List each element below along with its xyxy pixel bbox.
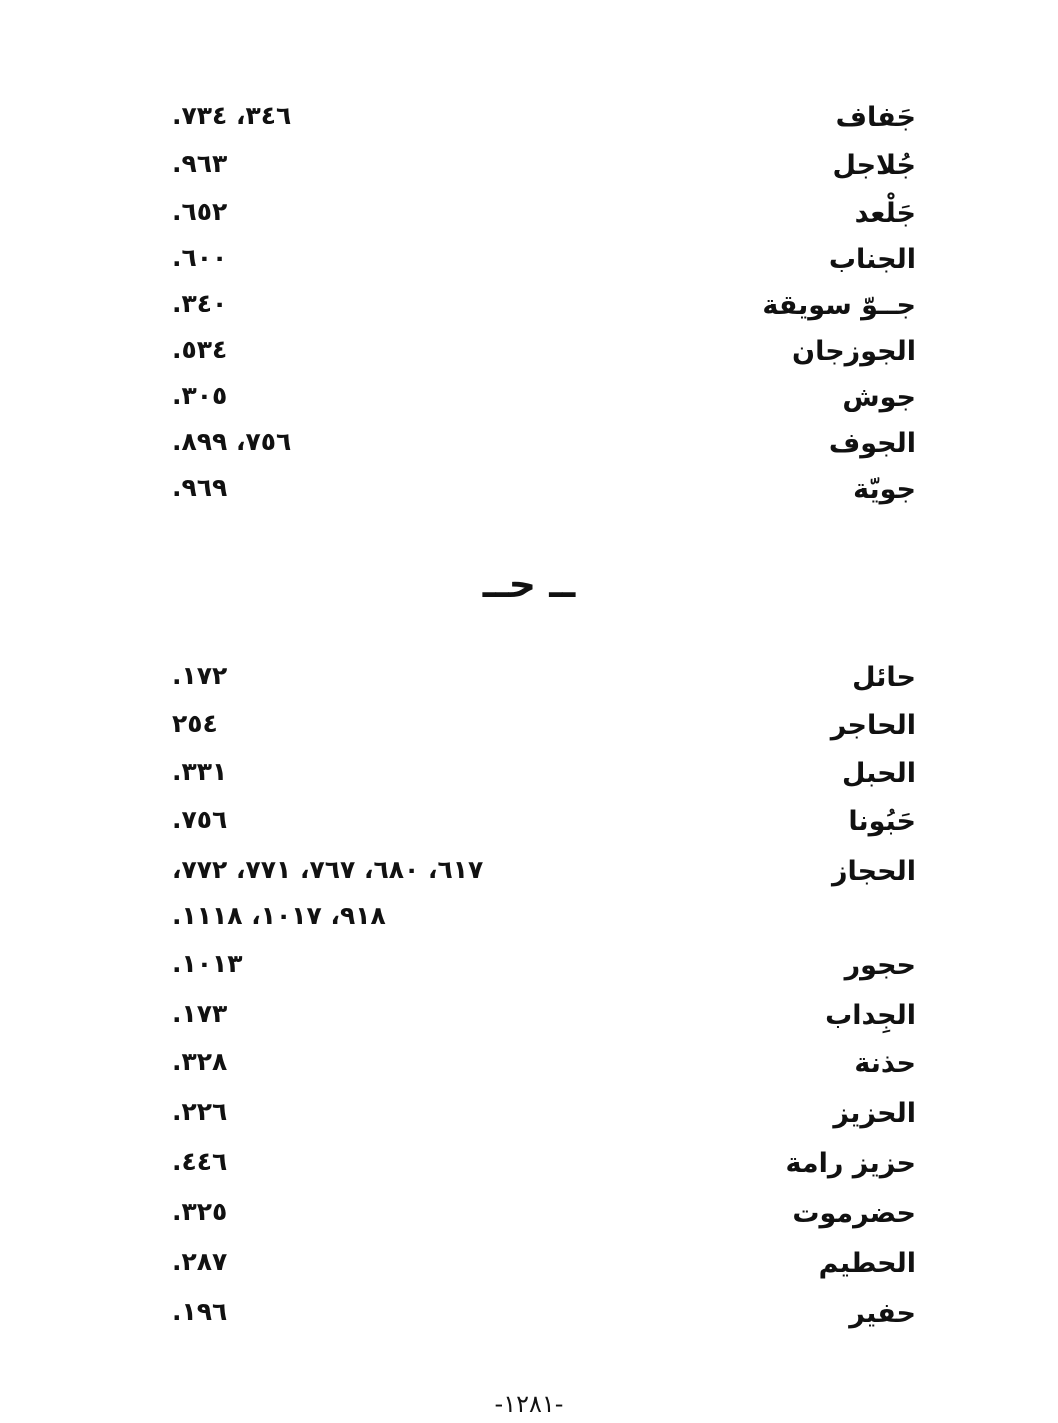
index-entry (0, 190, 1058, 238)
index-entry (0, 466, 1058, 514)
page-references: ١٠١٣. (172, 949, 243, 978)
place-name: الحبل (842, 758, 916, 789)
index-entry (0, 282, 1058, 330)
page-references: ٣٠٥. (172, 381, 228, 410)
index-entry (0, 94, 1058, 142)
place-name: الحجاز (832, 856, 916, 887)
page-references: ٢٨٧. (172, 1247, 228, 1276)
index-entry (0, 374, 1058, 422)
place-name: الحاجر (830, 710, 916, 741)
place-name: جوش (842, 382, 916, 413)
page-number: -١٢٨١- (494, 1390, 564, 1418)
place-name: الجوزجان (792, 336, 916, 367)
page-references: ٢٢٦. (172, 1097, 228, 1126)
page-references: ١٩٦. (172, 1297, 228, 1326)
page-references: ٣٤٦، ٧٣٤. (172, 101, 292, 130)
index-entry (0, 1040, 1058, 1088)
place-name: حجور (844, 950, 916, 981)
section-letter-header: ــ حــ (482, 562, 576, 606)
place-name: الحزيز (833, 1098, 916, 1129)
place-name: الجِداب (825, 1000, 916, 1031)
place-name: حضرموت (792, 1198, 916, 1229)
index-entry (0, 1090, 1058, 1138)
page-references: ١٧٢. (172, 661, 228, 690)
page-references: ٦٠٠. (172, 243, 228, 272)
page-references: ١٧٣. (172, 999, 228, 1028)
index-entry (0, 1140, 1058, 1188)
place-name: جُلاجل (832, 150, 916, 181)
page-references: ٦١٧، ٦٨٠، ٧٦٧، ٧٧١، ٧٧٢، (172, 855, 484, 884)
place-name: حزيز رامة (785, 1148, 916, 1179)
page-references: ٢٥٤ (172, 709, 218, 738)
place-name: الجناب (828, 244, 916, 275)
index-entry-continuation (0, 894, 1058, 942)
place-name: الحطيم (818, 1248, 916, 1279)
page-references: ٥٣٤. (172, 335, 228, 364)
place-name: الجوف (828, 428, 916, 459)
index-entry (0, 328, 1058, 376)
place-name: جويّة (853, 474, 916, 505)
page-references: ٩٦٣. (172, 149, 228, 178)
place-name: حفير (849, 1298, 916, 1329)
index-entry (0, 142, 1058, 190)
index-entry (0, 236, 1058, 284)
index-entry (0, 942, 1058, 990)
page-references: ٣٤٠. (172, 289, 228, 318)
page-references: ٩١٨، ١٠١٧، ١١١٨. (172, 901, 386, 930)
index-entry (0, 992, 1058, 1040)
place-name: حذنة (854, 1048, 916, 1079)
page-references: ٤٤٦. (172, 1147, 228, 1176)
index-entry (0, 1290, 1058, 1338)
page-references: ٦٥٢. (172, 197, 228, 226)
place-name: جَلْعد (854, 198, 916, 229)
index-entry (0, 702, 1058, 750)
index-entry (0, 798, 1058, 846)
index-entry (0, 1240, 1058, 1288)
page-references: ٣٢٥. (172, 1197, 228, 1226)
index-entry (0, 848, 1058, 896)
index-entry (0, 420, 1058, 468)
index-entry (0, 654, 1058, 702)
index-entry (0, 1190, 1058, 1238)
index-entry (0, 750, 1058, 798)
page-references: ٩٦٩. (172, 473, 228, 502)
page-references: ٣٢٨. (172, 1047, 228, 1076)
place-name: حائل (852, 662, 916, 693)
page-references: ٧٥٦. (172, 805, 228, 834)
place-name: جَفاف (835, 102, 916, 133)
page-references: ٣٣١. (172, 757, 228, 786)
place-name: جــوّ سويقة (762, 290, 916, 321)
place-name: حَبُونا (848, 806, 916, 837)
page-references: ٧٥٦، ٨٩٩. (172, 427, 292, 456)
